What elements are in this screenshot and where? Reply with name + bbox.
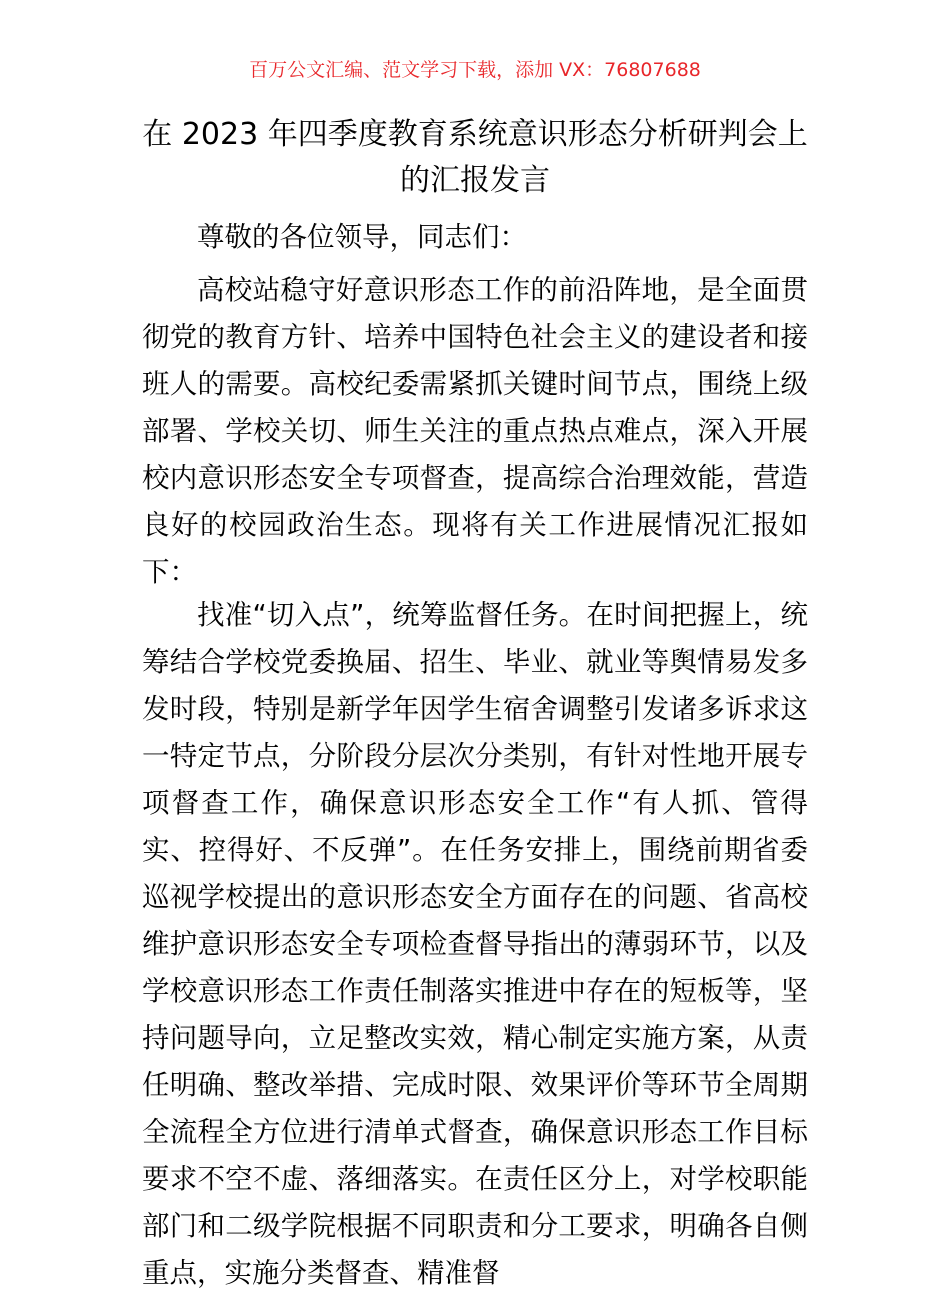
document-body: [142, 214, 808, 1297]
paragraph-intro: 高校站稳守好意识形态工作的前沿阵地，是全面贯彻党的教育方针、培养中国特色社会主义的建设者和接班人的需要。高校纪委需紧抓关键时间节点，围绕上级部署、学校关切、师生关注的重点热点难点，深入开展校内意识形态安全专项督查，提高综合治理效能，营造良好的校园政治生态。现将有关工作进展情况汇报如下：: [142, 274, 808, 588]
watermark-header: 百万公文汇编、范文学习下载，添加 VX：76807688: [249, 59, 701, 81]
document-title: 在 2023 年四季度教育系统意识形态分析研判会上的汇报发言: [142, 117, 808, 198]
greeting: 尊敬的各位领导，同志们：: [197, 221, 527, 253]
paragraph-task-coordination: 找准“切入点”，统筹监督任务。在时间把握上，统筹结合学校党委换届、招生、毕业、就业等舆情易发多发时段，特别是新学年因学生宿舍调整引发诸多诉求这一特定节点，分阶段分层次分类别，有针对性地开展专项督查工作，确保意识形态安全工作“有人抓、管得实、控得好、不反弹”。在任务安排上，围绕前期省委巡视学校提出的意识形态安全方面存在的问题、省高校维护意识形态安全专项检查督导指出的薄弱环节，以及学校意识形态工作责任制落实推进中存在的短板等，坚持问题导向，立足整改实效，精心制定实施方案，从责任明确、整改举措、完成时限、效果评价等环节全周期全流程全方位进行清单式督查，确保意识形态工作目标要求不空不虚、落细落实。在责任区分上，对学校职能部门和二级学院根据不同职责和分工要求，明确各自侧重点，实施分类督查、精准督: [142, 599, 808, 1289]
